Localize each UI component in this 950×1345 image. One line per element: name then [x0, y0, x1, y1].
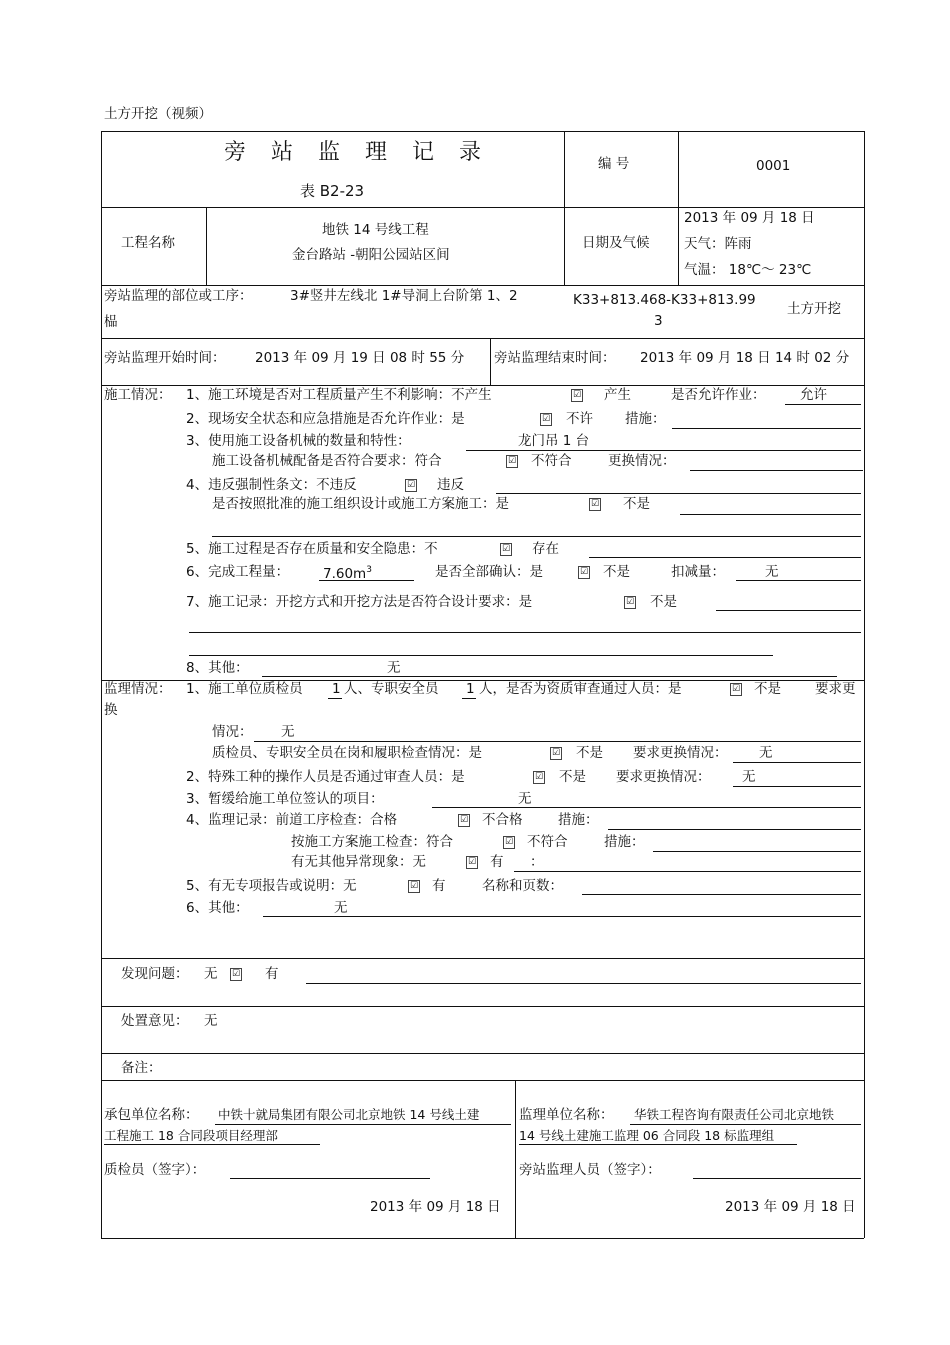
supervision-item1-situation: 情况： [212, 724, 253, 740]
construction-item2-measure: 措施： [625, 411, 666, 427]
table-bottom-border [101, 1238, 864, 1239]
supervision-item1-count1: 1 [332, 681, 341, 697]
checkbox-icon[interactable]: ☑ [625, 597, 635, 607]
supervision-item1c: 人，是否为资质审查通过人员：是 [479, 681, 682, 697]
supervision-item4b-option: 不符合 [527, 834, 568, 850]
row-divider [101, 1053, 864, 1054]
number-label: 编 号 [598, 156, 630, 172]
underline [680, 514, 861, 515]
checkbox-icon[interactable]: ☑ [590, 499, 600, 509]
location-value: 3#竖井左线北 1#导洞上台阶第 1、2 [290, 288, 518, 304]
supervision-item2-value: 无 [742, 769, 756, 785]
end-time-value: 2013 年 09 月 18 日 14 时 02 分 [640, 350, 850, 366]
supervision-item1b: 人、专职安全员 [344, 681, 439, 697]
date-value: 2013 年 09 月 18 日 [684, 210, 815, 226]
supervision-item1b-value: 无 [759, 745, 773, 761]
underline [328, 698, 342, 699]
underline [514, 871, 861, 872]
construction-item1-value: 允许 [800, 387, 827, 403]
checkbox-icon[interactable]: ☑ [579, 567, 589, 577]
form-code: 表 B2-23 [300, 182, 365, 200]
supervision-item4b-measure: 措施： [604, 834, 645, 850]
supervisor-person-label: 旁站监理人员（签字）： [519, 1162, 661, 1178]
supervision-item4-option: 不合格 [482, 812, 523, 828]
underline [466, 450, 861, 451]
underline [630, 1124, 861, 1125]
construction-item3-value: 龙门吊 1 台 [518, 433, 590, 449]
checkbox-icon[interactable]: ☑ [731, 684, 741, 694]
construction-item4: 4、违反强制性条文：不违反 [186, 477, 357, 493]
temperature-value: 气温： 18℃～ 23℃ [684, 262, 812, 278]
signature-line [693, 1178, 861, 1179]
construction-item6: 6、完成工程量： [186, 564, 290, 580]
supervisor-name-line2: 14 号线土建施工监理 06 合同段 18 标监理组 [519, 1128, 775, 1143]
construction-item4-option: 违反 [437, 477, 464, 493]
row-divider [101, 1080, 864, 1081]
work-quantity: 7.60m [323, 566, 367, 582]
header-note: 土方开挖（视频） [104, 106, 212, 122]
project-name-line2: 金台路站 -朝阳公园站区间 [292, 247, 450, 263]
process-value: 土方开挖 [787, 301, 841, 317]
construction-item3b-replace: 更换情况： [608, 453, 676, 469]
row-divider [101, 285, 864, 286]
underline [736, 580, 861, 581]
checkbox-icon[interactable]: ☑ [572, 390, 582, 400]
contractor-label: 承包单位名称： [104, 1107, 199, 1123]
work-quantity-unit-exponent: 3 [366, 565, 372, 575]
underline [254, 741, 861, 742]
checkbox-icon[interactable]: ☑ [507, 456, 517, 466]
supervision-item5: 5、有无专项报告或说明：无 [186, 878, 357, 894]
construction-label: 施工情况： [104, 387, 172, 403]
underline [306, 983, 861, 984]
row-divider [101, 958, 864, 959]
underline [733, 786, 861, 787]
row-divider [101, 1006, 864, 1007]
construction-item5-option: 存在 [532, 541, 559, 557]
supervision-item4c-option: 有 [490, 854, 504, 870]
column-divider [515, 1080, 516, 1238]
construction-item4b: 是否按照批准的施工组织设计或施工方案施工：是 [212, 496, 509, 512]
weather-value: 天气：阵雨 [684, 236, 752, 252]
supervision-item1-count2: 1 [466, 681, 475, 697]
location-label: 旁站监理的部位或工序： [104, 288, 253, 304]
supervision-item5-option: 有 [432, 878, 446, 894]
underline [215, 1124, 511, 1125]
table-left-border [101, 131, 102, 1238]
underline [785, 404, 861, 405]
supervision-item1-situation-value: 无 [281, 724, 295, 740]
location-continued: 榀 [104, 314, 118, 330]
construction-item6-deduction-value: 无 [765, 564, 779, 580]
opinion-value: 无 [204, 1013, 218, 1029]
supervision-item3: 3、暂缓给施工单位签认的项目： [186, 791, 384, 807]
supervision-item2-option: 不是 [559, 769, 586, 785]
supervision-item1-replace-cont: 换 [104, 702, 118, 718]
row-divider [101, 385, 864, 386]
construction-item2-option: 不许 [566, 411, 593, 427]
supervision-item4b: 按施工方案施工检查：符合 [291, 834, 453, 850]
start-time-label: 旁站监理开始时间： [104, 350, 226, 366]
column-divider [678, 207, 679, 285]
checkbox-icon[interactable]: ☑ [409, 881, 419, 891]
underline [104, 1144, 320, 1145]
problems-label: 发现问题： [121, 966, 189, 982]
checkbox-icon[interactable]: ☑ [551, 748, 561, 758]
supervision-item1-option: 不是 [754, 681, 781, 697]
construction-item7-option: 不是 [650, 594, 677, 610]
chainage-line2: 3 [654, 313, 663, 329]
signature-line [230, 1178, 430, 1179]
supervision-item1b-option: 不是 [576, 745, 603, 761]
contractor-name-line1: 中铁十就局集团有限公司北京地铁 14 号线土建 [218, 1107, 480, 1122]
date-weather-label: 日期及气候 [582, 235, 650, 251]
table-right-border [864, 131, 865, 1238]
construction-item6-option: 不是 [603, 564, 630, 580]
supervision-item2: 2、特殊工种的操作人员是否通过审查人员：是 [186, 769, 465, 785]
underline [733, 762, 861, 763]
supervision-item4c: 有无其他异常现象：无 [291, 854, 426, 870]
form-title: 旁 站 监 理 记 录 [224, 140, 490, 165]
supervisor-label: 监理单位名称： [519, 1107, 614, 1123]
underline [653, 851, 861, 852]
table-top-border [101, 131, 864, 132]
underline [319, 580, 414, 581]
underline [189, 632, 861, 633]
supervision-item5-name: 名称和页数： [482, 878, 563, 894]
column-divider [564, 131, 565, 285]
underline [263, 916, 861, 917]
supervision-item3-value: 无 [518, 791, 532, 807]
problems-none: 无 [204, 966, 218, 982]
underline [432, 807, 861, 808]
underline [582, 894, 861, 895]
end-time-label: 旁站监理结束时间： [494, 350, 616, 366]
checkbox-icon[interactable]: ☑ [534, 772, 544, 782]
construction-item6-question: 是否全部确认：是 [435, 564, 543, 580]
checkbox-icon[interactable]: ☑ [231, 969, 241, 979]
checkbox-icon[interactable]: ☑ [541, 414, 551, 424]
checkbox-icon[interactable]: ☑ [501, 544, 511, 554]
construction-item8-value: 无 [387, 660, 401, 676]
underline [672, 428, 861, 429]
checkbox-icon[interactable]: ☑ [459, 815, 469, 825]
construction-item3: 3、使用施工设备机械的数量和特性： [186, 433, 411, 449]
column-divider [206, 207, 207, 285]
opinion-label: 处置意见： [121, 1013, 189, 1029]
supervision-item6-value: 无 [334, 900, 348, 916]
supervision-item4c-colon: ： [530, 854, 544, 870]
remark-label: 备注： [121, 1060, 162, 1076]
problems-yes: 有 [265, 966, 279, 982]
supervision-label: 监理情况： [104, 681, 172, 697]
inspector-label: 质检员（签字）： [104, 1162, 206, 1178]
checkbox-icon[interactable]: ☑ [504, 837, 514, 847]
construction-item3b-option: 不符合 [531, 453, 572, 469]
construction-item1-question: 是否允许作业： [671, 387, 766, 403]
construction-item1-option: 产生 [604, 387, 631, 403]
construction-item6-deduction: 扣减量： [671, 564, 725, 580]
construction-item5: 5、施工过程是否存在质量和安全隐患：不 [186, 541, 438, 557]
underline [462, 698, 476, 699]
underline [496, 493, 861, 494]
supervision-item2-replace: 要求更换情况： [616, 769, 711, 785]
checkbox-icon[interactable]: ☑ [406, 480, 416, 490]
underline [716, 610, 861, 611]
row-divider [101, 338, 864, 339]
construction-item3b: 施工设备机械配备是否符合要求：符合 [212, 453, 442, 469]
underline [189, 655, 773, 656]
underline [212, 536, 861, 537]
supervision-item4-measure: 措施： [558, 812, 599, 828]
start-time-value: 2013 年 09 月 19 日 08 时 55 分 [255, 350, 465, 366]
supervision-item1b-line: 质检员、专职安全员在岗和履职检查情况：是 [212, 745, 482, 761]
supervision-item1-replace: 要求更 [815, 681, 856, 697]
supervision-item1b-replace: 要求更换情况： [633, 745, 728, 761]
supervision-item4: 4、监理记录：前道工序检查：合格 [186, 812, 398, 828]
construction-item1: 1、施工环境是否对工程质量产生不利影响：不产生 [186, 387, 492, 403]
column-divider [490, 338, 491, 385]
construction-item2: 2、现场安全状态和应急措施是否允许作业：是 [186, 411, 465, 427]
underline [608, 829, 861, 830]
construction-item8: 8、其他： [186, 660, 249, 676]
checkbox-icon[interactable]: ☑ [467, 857, 477, 867]
project-label: 工程名称 [121, 235, 175, 251]
underline [589, 557, 861, 558]
underline [519, 1144, 797, 1145]
supervisor-date: 2013 年 09 月 18 日 [725, 1199, 856, 1215]
contractor-date: 2013 年 09 月 18 日 [370, 1199, 501, 1215]
contractor-name-line2: 工程施工 18 合同段项目经理部 [104, 1128, 278, 1143]
supervisor-name-line1: 华铁工程咨询有限责任公司北京地铁 [634, 1107, 835, 1122]
underline [690, 470, 863, 471]
column-divider [678, 131, 679, 207]
project-name-line1: 地铁 14 号线工程 [322, 222, 429, 238]
construction-item4b-option: 不是 [623, 496, 650, 512]
row-divider [101, 207, 864, 208]
number-value: 0001 [756, 158, 791, 174]
supervision-item1a: 1、施工单位质检员 [186, 681, 303, 697]
supervision-item6: 6、其他： [186, 900, 249, 916]
underline [262, 676, 837, 677]
chainage-line1: K33+813.468-K33+813.99 [573, 292, 756, 308]
construction-item7: 7、施工记录：开挖方式和开挖方法是否符合设计要求：是 [186, 594, 533, 610]
